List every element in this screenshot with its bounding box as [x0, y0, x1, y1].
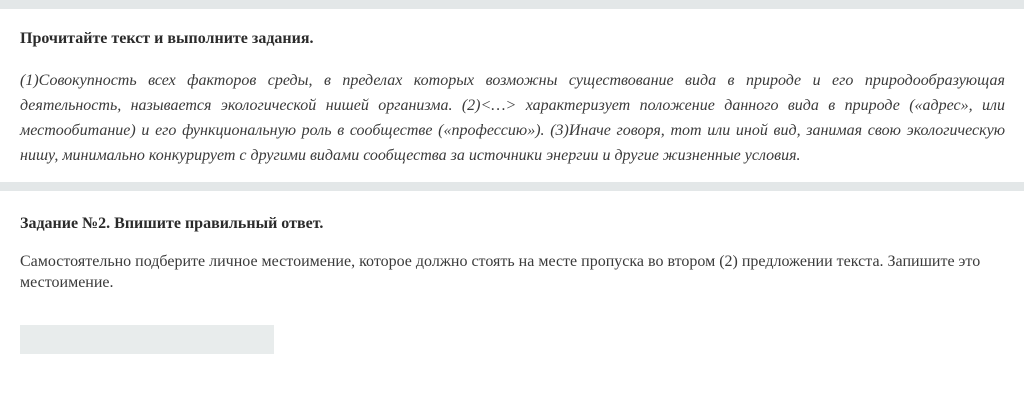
task-title: Задание №2. Впишите правильный ответ. — [20, 215, 324, 232]
reading-passage: (1)Совокупность всех факторов среды, в пределах которых возможны существование вида в природе и его природообразующая деятельность, называется экологической нишей организма. (2)<…> характеризует положение данного вида в природе («адрес», или местообитание) и его функциональную роль в сообществе («профессию»). (3)Иначе говоря, тот или иной вид, занимая свою экологическую нишу, минимально конкурирует с другими видами сообщества за источники энергии и другие жизненные условия. — [20, 72, 1005, 164]
task-instruction: Самостоятельно подберите личное местоимение, которое должно стоять на месте пропуска во втором (2) предложении текста. Запишите это местоимение. — [20, 253, 981, 291]
reading-heading: Прочитайте текст и выполните задания. — [20, 30, 314, 47]
task-section — [0, 191, 1024, 354]
top-divider — [0, 0, 1024, 9]
section-divider — [0, 182, 1024, 191]
answer-input[interactable] — [20, 325, 274, 354]
reading-section — [0, 9, 1024, 182]
